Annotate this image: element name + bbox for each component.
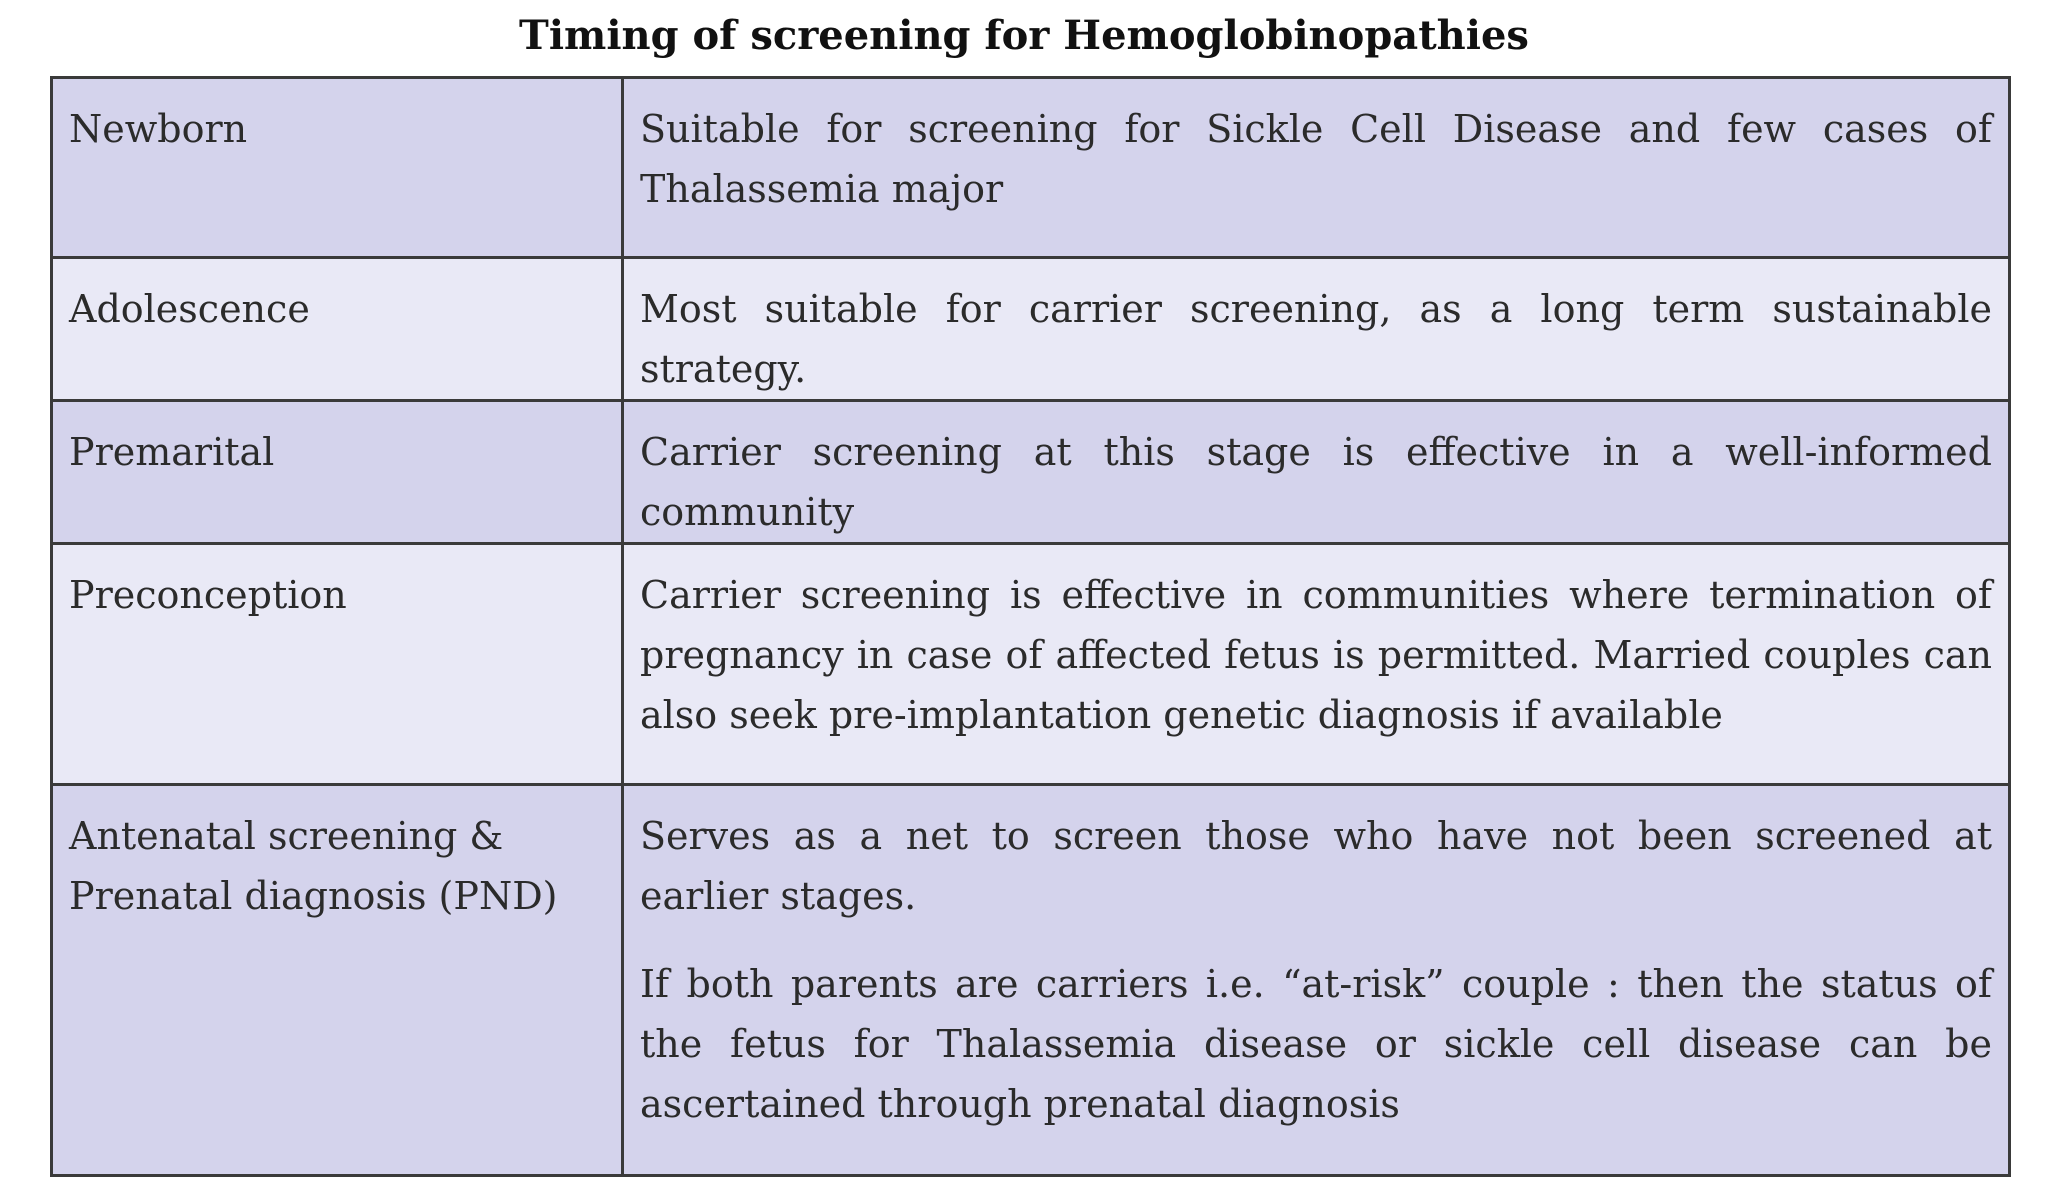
description-cell (623, 78, 2010, 258)
description-paragraph: Carrier screening at this stage is effective in a well-informed community (640, 430, 1992, 534)
description-paragraph: Most suitable for carrier screening, as a long term sustainable strategy. (640, 287, 1992, 391)
table-row (52, 785, 2010, 1176)
stage-cell: Antenatal screening & Prenatal diagnosis (PND) (52, 785, 623, 1176)
table-row (52, 544, 2010, 785)
table-row (52, 258, 2010, 401)
description-cell (623, 544, 2010, 785)
table-title: Timing of screening for Hemoglobinopathies (519, 12, 1529, 59)
description-paragraph: Suitable for screening for Sickle Cell Disease and few cases of Thalassemia major (640, 107, 1992, 211)
stage-cell: Preconception (52, 544, 623, 785)
description-cell (623, 401, 2010, 544)
screening-timing-table (50, 76, 2011, 1177)
stage-cell: Adolescence (52, 258, 623, 401)
description-cell (623, 258, 2010, 401)
table-row (52, 78, 2010, 258)
description-paragraph: Serves as a net to screen those who have not been screened at earlier stages. (640, 814, 1992, 918)
description-paragraph: If both parents are carriers i.e. “at-risk” couple : then the status of the fetus for Thalassemia disease or sickle cell disease can be ascertained through prenatal diagnosis (640, 962, 1992, 1126)
description-paragraph: Carrier screening is effective in communities where termination of pregnancy in case of affected fetus is permitted. Married couples can also seek pre-implantation genetic diagnosis if available (640, 573, 1992, 737)
stage-cell: Premarital (52, 401, 623, 544)
table-row (52, 401, 2010, 544)
stage-cell: Newborn (52, 78, 623, 258)
description-cell (623, 785, 2010, 1176)
